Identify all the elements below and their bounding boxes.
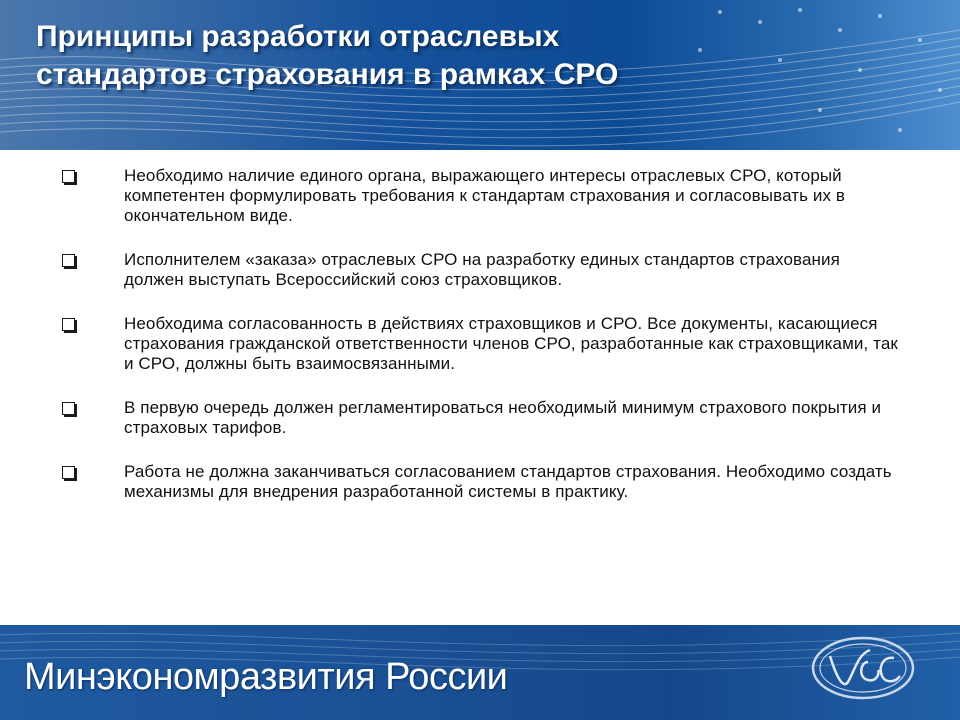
title-line-2: стандартов страхования в рамках СРО [36,58,619,91]
page-title [36,18,916,94]
list-item-text: Необходима согласованность в действиях страховщиков и СРО. Все документы, касающиеся страхования гражданской ответственности членов СРО, разработанные как страховщиками, так и СРО, должны быть взаимосвязанными. [124,314,898,373]
list-item [60,314,900,374]
list-item [60,250,900,290]
title-line-1: Принципы разработки отраслевых [36,20,560,53]
checkbox-bullet-icon [62,466,75,479]
bullet-list [60,166,900,502]
header-band [0,0,960,150]
list-item [60,398,900,438]
vss-monogram-logo-icon [808,632,918,704]
list-item [60,462,900,502]
list-item-text: Исполнителем «заказа» отраслевых СРО на разработку единых стандартов страхования должен выступать Всероссийский союз страховщиков. [124,250,840,289]
list-item [60,166,900,226]
checkbox-bullet-icon [62,254,75,267]
list-item-text: Работа не должна заканчиваться согласованием стандартов страхования. Необходимо создать механизмы для внедрения разработанной системы в практику. [124,462,892,501]
checkbox-bullet-icon [62,170,75,183]
footer-brand-text: Минэкономразвития России [24,656,508,698]
list-item-text: Необходимо наличие единого органа, выражающего интересы отраслевых СРО, который компетентен формулировать требования к стандартам страхования и согласовывать их в окончательном виде. [124,166,846,225]
checkbox-bullet-icon [62,318,75,331]
checkbox-bullet-icon [62,402,75,415]
list-item-text: В первую очередь должен регламентироваться необходимый минимум страхового покрытия и страховых тарифов. [124,398,882,437]
